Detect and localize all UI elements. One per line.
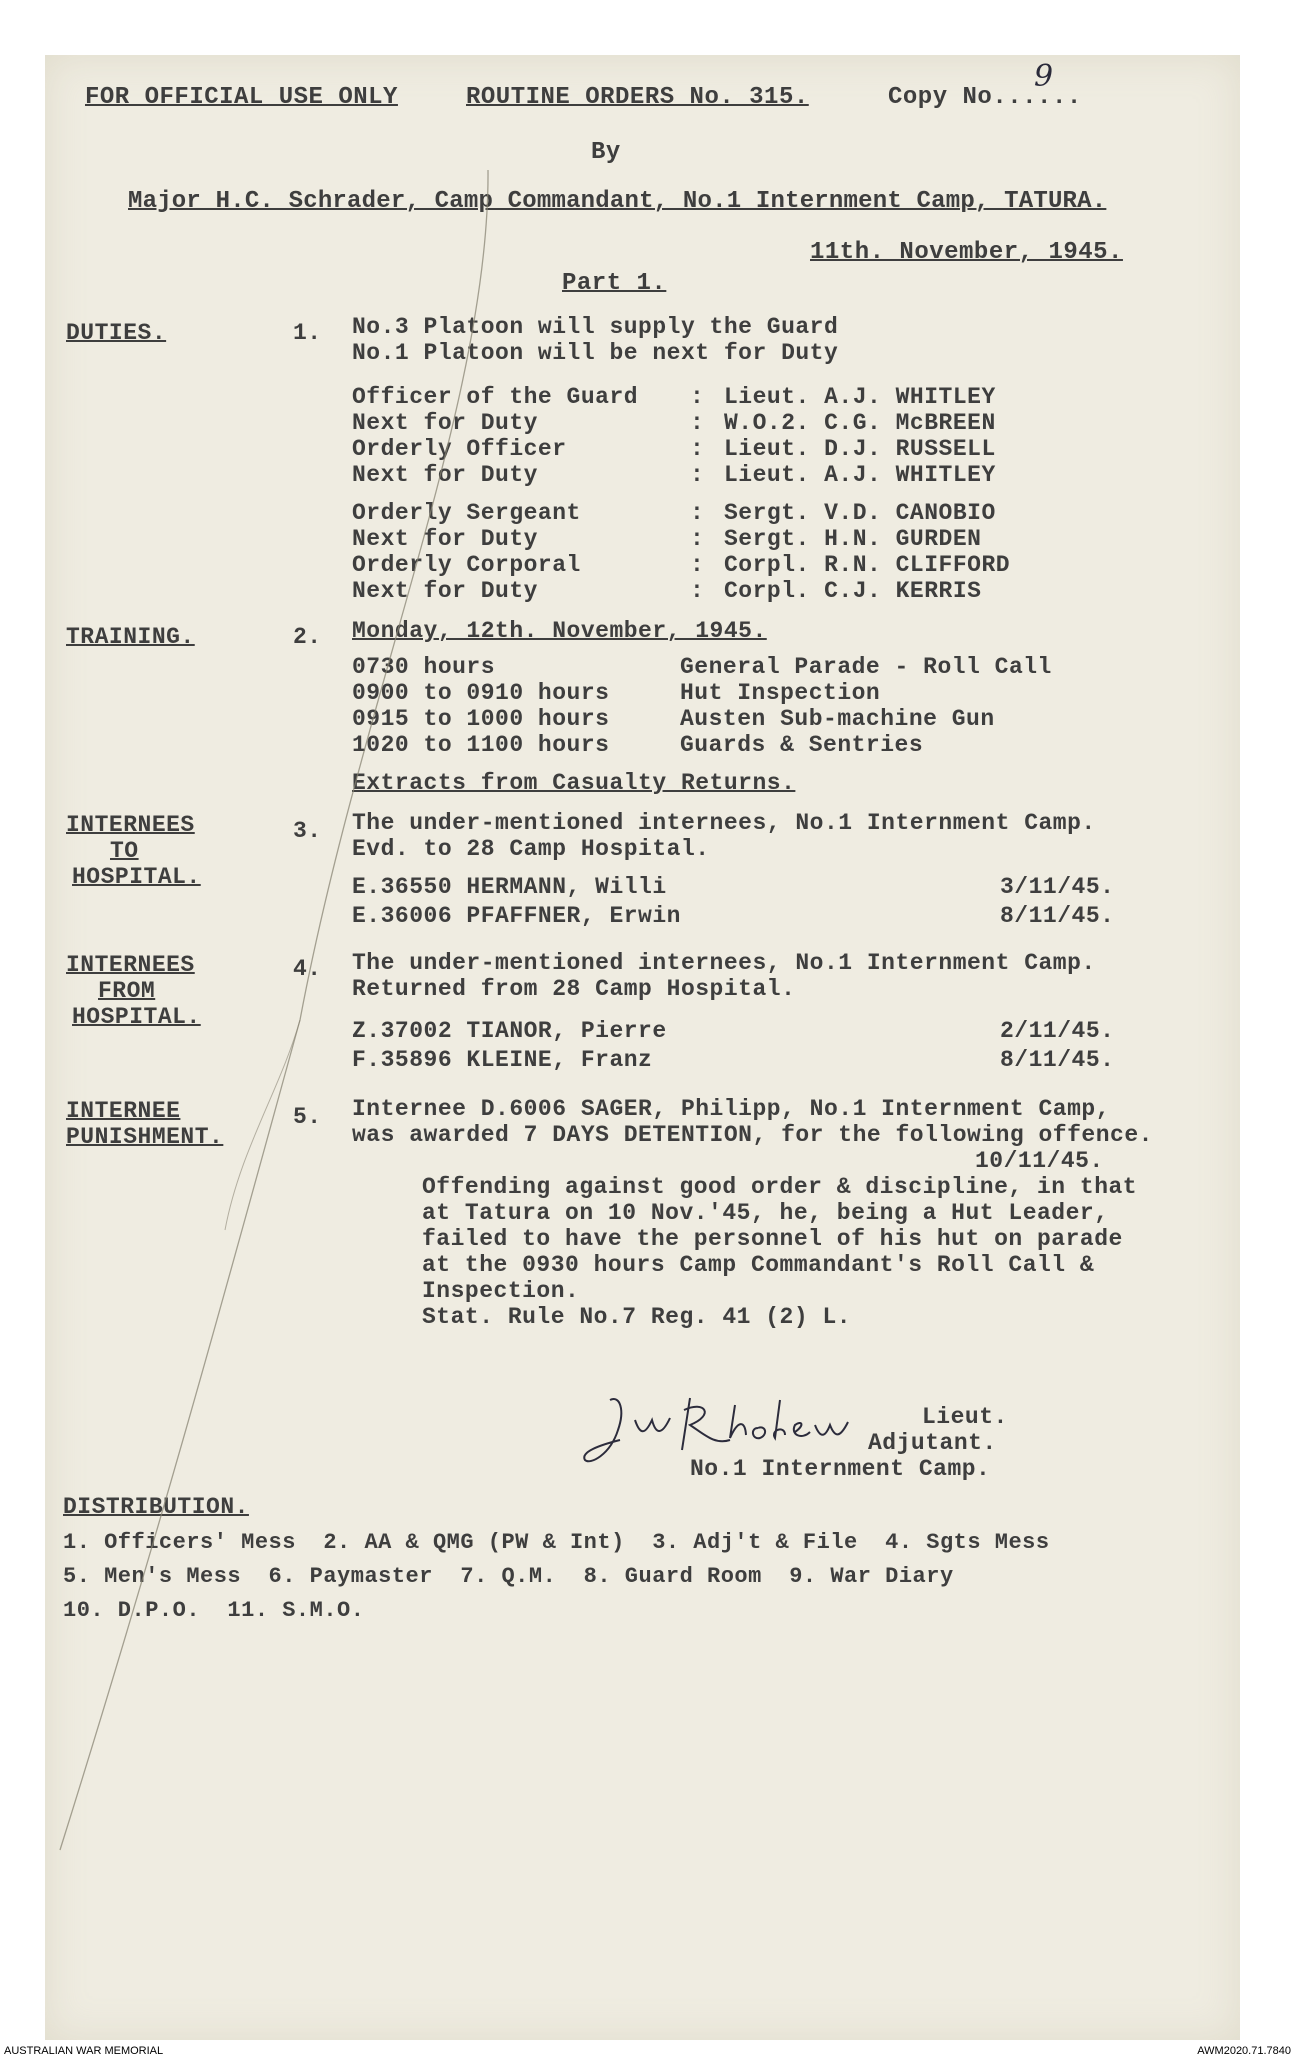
copy-number-handwritten: 9 [1034,59,1054,94]
casualty-extracts-heading: Extracts from Casualty Returns. [352,770,796,796]
duty-name: Corpl. R.N. CLIFFORD [724,552,1011,578]
signatory-unit: No.1 Internment Camp. [690,1456,991,1482]
duty-separator: : [690,526,705,552]
internee-date: 8/11/45. [1000,903,1115,929]
duty-role: Next for Duty [352,526,538,552]
duty-separator: : [690,552,705,578]
duty-role: Orderly Officer [352,436,567,462]
from-hospital-heading-2: FROM [98,978,156,1004]
duty-separator: : [690,410,705,436]
duties-number: 1. [293,320,322,346]
distribution-heading: DISTRIBUTION. [63,1494,249,1520]
to-hospital-line-2: Evd. to 28 Camp Hospital. [352,836,710,862]
official-use-label: FOR OFFICIAL USE ONLY [85,84,398,111]
offence-line: at the 0930 hours Camp Commandant's Roll Call & [422,1252,1095,1278]
from-hospital-heading-3: HOSPITAL. [72,1004,201,1030]
duty-name: Lieut. A.J. WHITLEY [724,462,996,488]
punishment-date: 10/11/45. [975,1148,1104,1174]
training-time: 0915 to 1000 hours [352,706,610,732]
from-hospital-line-1: The under-mentioned internees, No.1 Internment Camp. [352,950,1096,976]
duty-separator: : [690,436,705,462]
duties-guard-line: No.3 Platoon will supply the Guard [352,314,839,340]
offence-line: Inspection. [422,1278,580,1304]
footer-archive-name: AUSTRALIAN WAR MEMORIAL [4,2045,164,2057]
internee-date: 2/11/45. [1000,1018,1115,1044]
punishment-heading-1: INTERNEE [66,1098,181,1124]
offence-line: failed to have the personnel of his hut on parade [422,1226,1123,1252]
training-date: Monday, 12th. November, 1945. [352,618,767,644]
internee-name: E.36006 PFAFFNER, Erwin [352,903,681,929]
offence-line: at Tatura on 10 Nov.'45, he, being a Hut Leader, [422,1200,1109,1226]
training-time: 0900 to 0910 hours [352,680,610,706]
by-label: By [591,139,621,166]
internee-date: 8/11/45. [1000,1047,1115,1073]
duties-next-line: No.1 Platoon will be next for Duty [352,340,839,366]
duty-role: Orderly Sergeant [352,500,581,526]
to-hospital-heading-3: HOSPITAL. [72,864,201,890]
footer-reference-number: AWM2020.71.7840 [1197,2045,1291,2057]
duty-role: Next for Duty [352,462,538,488]
duty-name: W.O.2. C.G. McBREEN [724,410,996,436]
to-hospital-line-1: The under-mentioned internees, No.1 Internment Camp. [352,810,1096,836]
internee-name: Z.37002 TIANOR, Pierre [352,1018,667,1044]
punishment-number: 5. [293,1104,322,1130]
issuer-line: Major H.C. Schrader, Camp Commandant, No.1 Internment Camp, TATURA. [128,188,1107,215]
from-hospital-line-2: Returned from 28 Camp Hospital. [352,976,796,1002]
duty-role: Orderly Corporal [352,552,581,578]
duty-name: Sergt. V.D. CANOBIO [724,500,996,526]
training-heading: TRAINING. [66,624,195,650]
from-hospital-heading-1: INTERNEES [66,952,195,978]
training-time: 1020 to 1100 hours [352,732,610,758]
duties-heading: DUTIES. [66,320,167,346]
duty-separator: : [690,578,705,604]
internee-name: F.35896 KLEINE, Franz [352,1047,653,1073]
to-hospital-heading-2: TO [110,838,139,864]
distribution-line-1: 1. Officers' Mess 2. AA & QMG (PW & Int) 3. Adj't & File 4. Sgts Mess [63,1530,1050,1555]
duty-name: Sergt. H.N. GURDEN [724,526,982,552]
routine-orders-title: ROUTINE ORDERS No. 315. [466,84,809,111]
training-activity: Hut Inspection [680,680,881,706]
duty-separator: : [690,384,705,410]
part-heading: Part 1. [562,270,667,297]
training-activity: Austen Sub-machine Gun [680,706,995,732]
punishment-heading-2: PUNISHMENT. [66,1124,224,1150]
signatory-title: Adjutant. [868,1430,997,1456]
offence-line: Offending against good order & discipline, in that [422,1174,1138,1200]
duty-role: Next for Duty [352,410,538,436]
training-time: 0730 hours [352,654,496,680]
punishment-line-1: Internee D.6006 SAGER, Philipp, No.1 Internment Camp, [352,1096,1111,1122]
punishment-line-2: was awarded 7 DAYS DETENTION, for the following offence. [352,1122,1153,1148]
duty-role: Officer of the Guard [352,384,639,410]
to-hospital-number: 3. [293,818,322,844]
training-activity: Guards & Sentries [680,732,924,758]
internee-date: 3/11/45. [1000,874,1115,900]
internee-name: E.36550 HERMANN, Willi [352,874,667,900]
order-date: 11th. November, 1945. [810,239,1123,266]
to-hospital-heading-1: INTERNEES [66,812,195,838]
duty-separator: : [690,500,705,526]
duty-separator: : [690,462,705,488]
duty-role: Next for Duty [352,578,538,604]
from-hospital-number: 4. [293,956,322,982]
statutory-rule: Stat. Rule No.7 Reg. 41 (2) L. [422,1304,852,1330]
signatory-rank: Lieut. [922,1404,1008,1430]
training-number: 2. [293,624,322,650]
distribution-line-2: 5. Men's Mess 6. Paymaster 7. Q.M. 8. Guard Room 9. War Diary [63,1564,954,1589]
copy-number-label: Copy No...... [888,84,1082,111]
training-activity: General Parade - Roll Call [680,654,1052,680]
duty-name: Lieut. A.J. WHITLEY [724,384,996,410]
distribution-line-3: 10. D.P.O. 11. S.M.O. [63,1598,365,1623]
duty-name: Corpl. C.J. KERRIS [724,578,982,604]
duty-name: Lieut. D.J. RUSSELL [724,436,996,462]
